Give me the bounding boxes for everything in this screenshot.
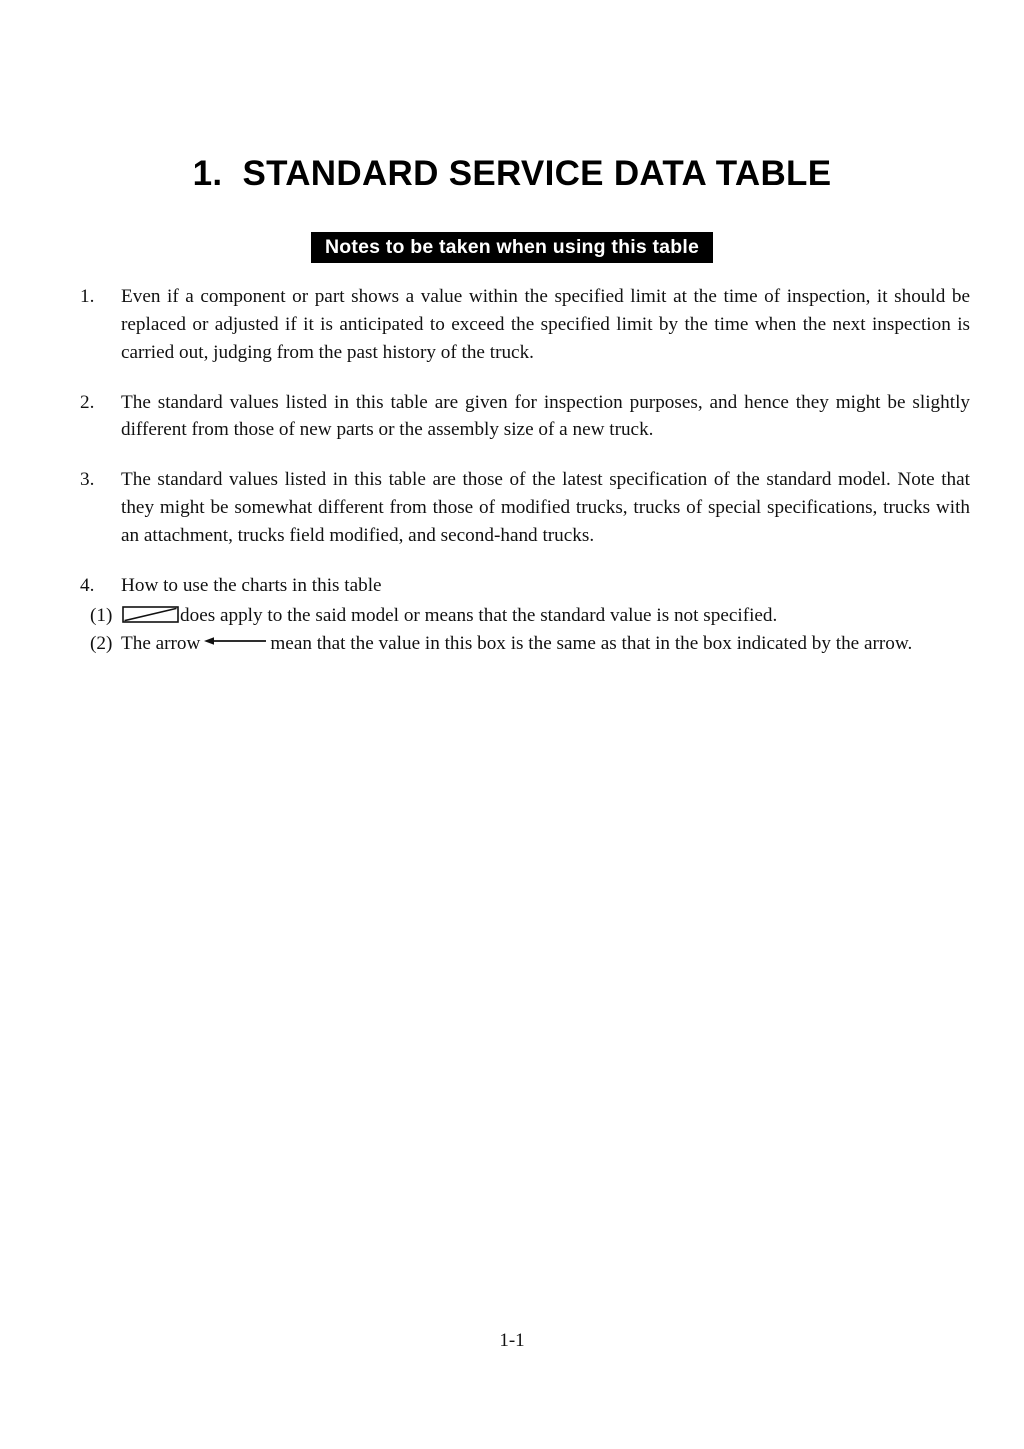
subitem-number-2: (2) xyxy=(90,633,113,655)
left-arrow-icon xyxy=(204,635,266,647)
note-4-subitem-1 xyxy=(90,602,970,630)
subitem-body-1 xyxy=(121,602,970,630)
note-item-3 xyxy=(80,466,970,550)
notes-list xyxy=(80,283,970,659)
notes-banner: Notes to be taken when using this table xyxy=(311,232,713,263)
notes-banner-container xyxy=(0,232,1024,263)
slashed-box-icon xyxy=(122,606,179,623)
page-number: 1-1 xyxy=(499,1330,525,1351)
page-title: 1. STANDARD SERVICE DATA TABLE xyxy=(192,154,832,194)
note-text-1: Even if a component or part shows a value within the specified limit at the time of inspection, it should be replaced or adjusted if it is anticipated to exceed the specified limit by the time when the next inspection is carried out, judging from the past history of the truck. xyxy=(121,286,970,363)
note-4-subitems xyxy=(90,602,970,659)
note-number-2: 2. xyxy=(80,391,95,413)
subitem-body-2 xyxy=(121,630,970,658)
note-number-4: 4. xyxy=(80,574,95,596)
subitem-text-1: does apply to the said model or means that the standard value is not specified. xyxy=(180,604,778,626)
subitem-text-2-before: The arrow xyxy=(121,633,201,655)
note-item-2 xyxy=(80,389,970,445)
note-item-4 xyxy=(80,572,970,659)
note-text-2: The standard values listed in this table are given for inspection purposes, and hence they might be slightly different from those of new parts or the assembly size of a new truck. xyxy=(121,391,970,441)
note-number-1: 1. xyxy=(80,286,95,307)
note-text-4: How to use the charts in this table xyxy=(121,574,382,596)
subitem-number-1: (1) xyxy=(90,604,113,626)
note-4-subitem-2 xyxy=(90,630,970,658)
note-text-3: The standard values listed in this table are those of the latest specification of the standard model. Note that they might be somewhat different from those of modified trucks, trucks of special specifications, trucks with an attachment, trucks field modified, and second-hand trucks. xyxy=(121,469,970,546)
subitem-text-2-after: mean that the value in this box is the same as that in the box indicated by the arrow. xyxy=(270,633,913,655)
note-item-1 xyxy=(80,283,970,367)
note-number-3: 3. xyxy=(80,469,95,491)
